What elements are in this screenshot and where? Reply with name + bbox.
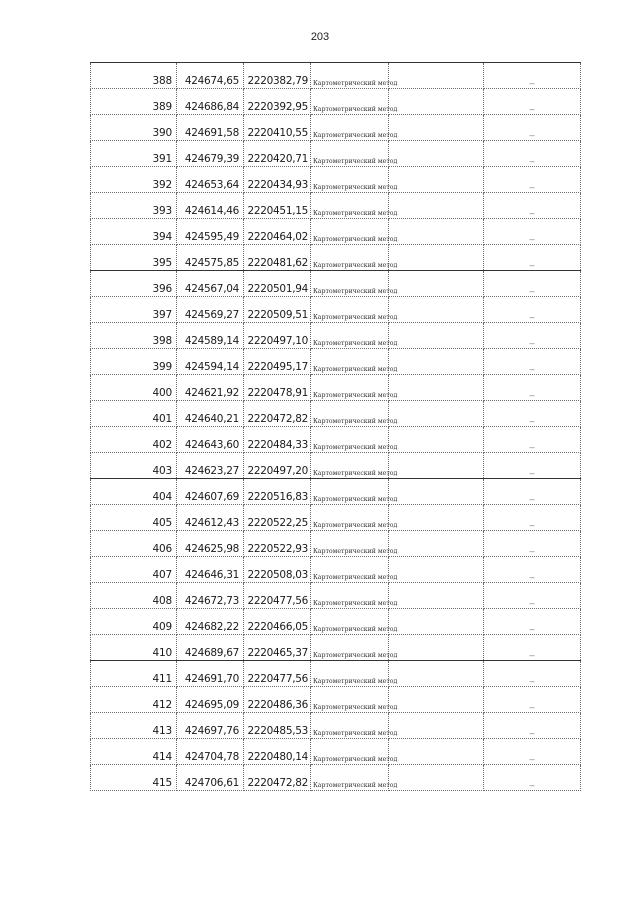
method-cell: Картометрический метод: [311, 193, 389, 219]
empty-cell: [389, 297, 484, 323]
method-cell: Картометрический метод: [311, 453, 389, 479]
empty-cell: [389, 635, 484, 661]
empty-cell: [389, 609, 484, 635]
precision-mark-cell: –: [484, 713, 581, 739]
precision-mark-cell: –: [484, 349, 581, 375]
point-number-cell: 407: [91, 557, 177, 583]
precision-mark-cell: –: [484, 427, 581, 453]
coordinate-y-cell: 2220522,93: [244, 531, 311, 557]
method-cell: Картометрический метод: [311, 245, 389, 271]
coordinate-x-cell: 424594,14: [177, 349, 244, 375]
method-cell: Картометрический метод: [311, 687, 389, 713]
coordinate-y-cell: 2220392,95: [244, 89, 311, 115]
coordinate-x-cell: 424640,21: [177, 401, 244, 427]
method-cell: Картометрический метод: [311, 115, 389, 141]
point-number-cell: 412: [91, 687, 177, 713]
coordinate-y-cell: 2220477,56: [244, 661, 311, 687]
point-number-cell: 396: [91, 271, 177, 297]
coordinate-y-cell: 2220434,93: [244, 167, 311, 193]
method-cell: Картометрический метод: [311, 323, 389, 349]
precision-mark-cell: –: [484, 375, 581, 401]
point-number-cell: 405: [91, 505, 177, 531]
empty-cell: [389, 271, 484, 297]
method-cell: Картометрический метод: [311, 635, 389, 661]
method-cell: Картометрический метод: [311, 401, 389, 427]
method-cell: Картометрический метод: [311, 297, 389, 323]
precision-mark-cell: –: [484, 687, 581, 713]
method-cell: Картометрический метод: [311, 609, 389, 635]
precision-mark-cell: –: [484, 141, 581, 167]
empty-cell: [389, 479, 484, 505]
point-number-cell: 414: [91, 739, 177, 765]
precision-mark-cell: –: [484, 765, 581, 791]
coordinate-x-cell: 424706,61: [177, 765, 244, 791]
precision-mark-cell: –: [484, 583, 581, 609]
precision-mark-cell: –: [484, 245, 581, 271]
method-cell: Картометрический метод: [311, 765, 389, 791]
empty-cell: [389, 89, 484, 115]
empty-cell: [389, 739, 484, 765]
empty-cell: [389, 115, 484, 141]
point-number-cell: 393: [91, 193, 177, 219]
method-cell: Картометрический метод: [311, 141, 389, 167]
precision-mark-cell: –: [484, 323, 581, 349]
coordinate-y-cell: 2220522,25: [244, 505, 311, 531]
point-number-cell: 397: [91, 297, 177, 323]
method-cell: Картометрический метод: [311, 505, 389, 531]
point-number-cell: 401: [91, 401, 177, 427]
method-cell: Картометрический метод: [311, 167, 389, 193]
coordinates-table-body: [91, 63, 581, 791]
empty-cell: [389, 63, 484, 89]
precision-mark-cell: –: [484, 505, 581, 531]
precision-mark-cell: –: [484, 271, 581, 297]
empty-cell: [389, 401, 484, 427]
table-row: [91, 89, 581, 115]
empty-cell: [389, 713, 484, 739]
method-cell: Картометрический метод: [311, 375, 389, 401]
coordinate-y-cell: 2220508,03: [244, 557, 311, 583]
coordinate-x-cell: 424689,67: [177, 635, 244, 661]
precision-mark-cell: –: [484, 115, 581, 141]
table-row: [91, 557, 581, 583]
coordinate-y-cell: 2220516,83: [244, 479, 311, 505]
coordinate-x-cell: 424589,14: [177, 323, 244, 349]
coordinate-x-cell: 424695,09: [177, 687, 244, 713]
precision-mark-cell: –: [484, 739, 581, 765]
coordinate-x-cell: 424643,60: [177, 427, 244, 453]
empty-cell: [389, 167, 484, 193]
empty-cell: [389, 323, 484, 349]
method-cell: Картометрический метод: [311, 557, 389, 583]
coordinate-y-cell: 2220497,10: [244, 323, 311, 349]
precision-mark-cell: –: [484, 89, 581, 115]
table-row: [91, 505, 581, 531]
empty-cell: [389, 453, 484, 479]
method-cell: Картометрический метод: [311, 661, 389, 687]
coordinate-y-cell: 2220477,56: [244, 583, 311, 609]
coordinate-y-cell: 2220484,33: [244, 427, 311, 453]
coordinate-y-cell: 2220509,51: [244, 297, 311, 323]
coordinate-y-cell: 2220420,71: [244, 141, 311, 167]
precision-mark-cell: –: [484, 661, 581, 687]
empty-cell: [389, 583, 484, 609]
method-cell: Картометрический метод: [311, 531, 389, 557]
coordinate-x-cell: 424682,22: [177, 609, 244, 635]
table-row: [91, 323, 581, 349]
coordinate-x-cell: 424679,39: [177, 141, 244, 167]
coordinate-x-cell: 424691,58: [177, 115, 244, 141]
coordinate-y-cell: 2220472,82: [244, 401, 311, 427]
point-number-cell: 392: [91, 167, 177, 193]
coordinate-x-cell: 424614,46: [177, 193, 244, 219]
point-number-cell: 399: [91, 349, 177, 375]
table-row: [91, 167, 581, 193]
coordinate-y-cell: 2220478,91: [244, 375, 311, 401]
table-row: [91, 63, 581, 89]
point-number-cell: 410: [91, 635, 177, 661]
point-number-cell: 415: [91, 765, 177, 791]
coordinate-y-cell: 2220486,36: [244, 687, 311, 713]
point-number-cell: 391: [91, 141, 177, 167]
empty-cell: [389, 349, 484, 375]
point-number-cell: 409: [91, 609, 177, 635]
empty-cell: [389, 505, 484, 531]
coordinate-x-cell: 424575,85: [177, 245, 244, 271]
coordinate-y-cell: 2220464,02: [244, 219, 311, 245]
coordinate-x-cell: 424612,43: [177, 505, 244, 531]
empty-cell: [389, 687, 484, 713]
point-number-cell: 402: [91, 427, 177, 453]
coordinate-x-cell: 424607,69: [177, 479, 244, 505]
empty-cell: [389, 141, 484, 167]
empty-cell: [389, 427, 484, 453]
table-row: [91, 531, 581, 557]
table-row: [91, 453, 581, 479]
method-cell: Картометрический метод: [311, 739, 389, 765]
table-row: [91, 713, 581, 739]
coordinate-x-cell: 424623,27: [177, 453, 244, 479]
precision-mark-cell: –: [484, 557, 581, 583]
coordinate-x-cell: 424646,31: [177, 557, 244, 583]
coordinate-y-cell: 2220466,05: [244, 609, 311, 635]
table-row: [91, 739, 581, 765]
method-cell: Картометрический метод: [311, 63, 389, 89]
precision-mark-cell: –: [484, 531, 581, 557]
empty-cell: [389, 765, 484, 791]
coordinate-x-cell: 424595,49: [177, 219, 244, 245]
coordinate-x-cell: 424697,76: [177, 713, 244, 739]
point-number-cell: 408: [91, 583, 177, 609]
table-row: [91, 687, 581, 713]
table-row: [91, 219, 581, 245]
coordinate-y-cell: 2220451,15: [244, 193, 311, 219]
coordinate-y-cell: 2220485,53: [244, 713, 311, 739]
coordinate-x-cell: 424691,70: [177, 661, 244, 687]
coordinate-y-cell: 2220501,94: [244, 271, 311, 297]
method-cell: Картометрический метод: [311, 219, 389, 245]
point-number-cell: 413: [91, 713, 177, 739]
precision-mark-cell: –: [484, 219, 581, 245]
precision-mark-cell: –: [484, 635, 581, 661]
empty-cell: [389, 557, 484, 583]
table-row: [91, 661, 581, 687]
table-row: [91, 427, 581, 453]
precision-mark-cell: –: [484, 453, 581, 479]
empty-cell: [389, 531, 484, 557]
precision-mark-cell: –: [484, 479, 581, 505]
empty-cell: [389, 375, 484, 401]
method-cell: Картометрический метод: [311, 713, 389, 739]
page-number: 203: [310, 31, 330, 43]
table-row: [91, 479, 581, 505]
table-row: [91, 635, 581, 661]
coordinate-x-cell: 424621,92: [177, 375, 244, 401]
empty-cell: [389, 193, 484, 219]
table-row: [91, 765, 581, 791]
table-row: [91, 115, 581, 141]
point-number-cell: 390: [91, 115, 177, 141]
point-number-cell: 403: [91, 453, 177, 479]
coordinate-x-cell: 424569,27: [177, 297, 244, 323]
method-cell: Картометрический метод: [311, 89, 389, 115]
table-row: [91, 297, 581, 323]
coordinate-x-cell: 424704,78: [177, 739, 244, 765]
coordinate-y-cell: 2220481,62: [244, 245, 311, 271]
method-cell: Картометрический метод: [311, 479, 389, 505]
coordinate-y-cell: 2220497,20: [244, 453, 311, 479]
point-number-cell: 406: [91, 531, 177, 557]
coordinate-y-cell: 2220495,17: [244, 349, 311, 375]
table-row: [91, 583, 581, 609]
coordinate-y-cell: 2220382,79: [244, 63, 311, 89]
point-number-cell: 400: [91, 375, 177, 401]
point-number-cell: 389: [91, 89, 177, 115]
method-cell: Картометрический метод: [311, 427, 389, 453]
precision-mark-cell: –: [484, 401, 581, 427]
table-row: [91, 609, 581, 635]
coordinate-y-cell: 2220480,14: [244, 739, 311, 765]
coordinate-y-cell: 2220410,55: [244, 115, 311, 141]
empty-cell: [389, 245, 484, 271]
table-row: [91, 271, 581, 297]
precision-mark-cell: –: [484, 167, 581, 193]
table-row: [91, 141, 581, 167]
coordinate-x-cell: 424567,04: [177, 271, 244, 297]
coordinate-x-cell: 424653,64: [177, 167, 244, 193]
point-number-cell: 388: [91, 63, 177, 89]
point-number-cell: 398: [91, 323, 177, 349]
empty-cell: [389, 219, 484, 245]
table-row: [91, 193, 581, 219]
point-number-cell: 411: [91, 661, 177, 687]
coordinate-x-cell: 424625,98: [177, 531, 244, 557]
precision-mark-cell: –: [484, 297, 581, 323]
precision-mark-cell: –: [484, 609, 581, 635]
coordinates-table: [90, 62, 581, 791]
table-row: [91, 375, 581, 401]
empty-cell: [389, 661, 484, 687]
coordinate-x-cell: 424686,84: [177, 89, 244, 115]
point-number-cell: 404: [91, 479, 177, 505]
point-number-cell: 394: [91, 219, 177, 245]
method-cell: Картометрический метод: [311, 349, 389, 375]
point-number-cell: 395: [91, 245, 177, 271]
table-row: [91, 401, 581, 427]
precision-mark-cell: –: [484, 193, 581, 219]
table-row: [91, 349, 581, 375]
method-cell: Картометрический метод: [311, 271, 389, 297]
method-cell: Картометрический метод: [311, 583, 389, 609]
precision-mark-cell: –: [484, 63, 581, 89]
coordinate-x-cell: 424674,65: [177, 63, 244, 89]
coordinate-y-cell: 2220472,82: [244, 765, 311, 791]
coordinate-y-cell: 2220465,37: [244, 635, 311, 661]
table-row: [91, 245, 581, 271]
coordinate-x-cell: 424672,73: [177, 583, 244, 609]
